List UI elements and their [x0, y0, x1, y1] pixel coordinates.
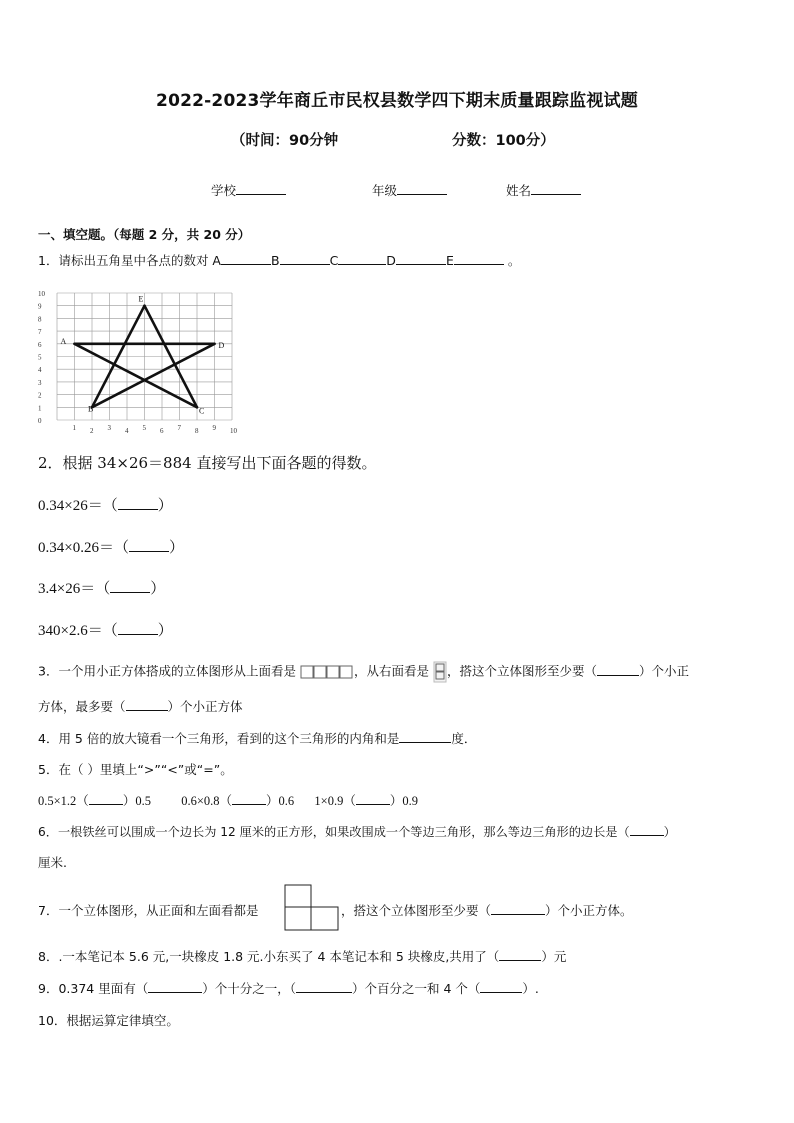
q4-end: 度． [451, 731, 477, 746]
q5-answer-1[interactable] [89, 792, 123, 805]
q3-text-b: ，从右面看是 [353, 663, 429, 679]
q8-end: ）元 [541, 949, 567, 964]
x-tick-label: 8 [195, 427, 199, 435]
school-field[interactable] [211, 181, 286, 199]
q1-label-b: B [270, 253, 280, 268]
x-tick-label: 10 [230, 427, 237, 435]
q5-item-1-right: ）0.5 [122, 794, 151, 808]
q2-item-3 [38, 577, 165, 598]
q6-end: ） [663, 825, 676, 839]
q2-item-2-text: 0.34×0.26＝（ [38, 540, 129, 556]
x-tick-label: 7 [177, 424, 181, 432]
page-title: 2022-2023学年商丘市民权县数学四下期末质量跟踪监视试题 [156, 91, 638, 111]
q9-answer-2[interactable] [296, 980, 352, 993]
question-6-line2: 厘米. [38, 855, 67, 870]
answer-blank-e[interactable] [454, 252, 504, 265]
question-7-rest [341, 901, 633, 919]
question-5: 5．在（ ）里填上“>”“<”或“=”。 [38, 762, 233, 777]
y-tick-label: 4 [38, 366, 42, 375]
star-edge [75, 344, 198, 408]
x-tick-label: 5 [142, 424, 146, 432]
answer-blank-b[interactable] [280, 252, 330, 265]
q9-answer-1[interactable] [148, 980, 202, 993]
q7-text-c: ）个小正方体。 [545, 903, 633, 918]
y-tick-label: 1 [38, 404, 42, 413]
q1-label-d: D [386, 253, 396, 268]
x-tick-label: 2 [90, 427, 94, 435]
grade-blank[interactable] [397, 182, 447, 195]
q3-text-c: ，搭这个立体图形至少要（ [446, 663, 597, 679]
answer-blank-d[interactable] [396, 252, 446, 265]
q5-items [38, 791, 418, 809]
q3-text-e: 方体，最多要（ [38, 699, 126, 714]
q5-item-2-right: ）0.6 [266, 794, 295, 808]
y-tick-label: 5 [38, 353, 42, 362]
q2-close-1: ） [157, 498, 173, 514]
y-tick-label: 7 [38, 328, 42, 337]
q2-item-4 [38, 619, 173, 640]
question-4 [38, 729, 476, 747]
question-7 [38, 901, 258, 919]
q3-answer-max[interactable] [126, 698, 168, 711]
question-9 [38, 979, 539, 997]
x-tick-label: 1 [72, 424, 76, 432]
q6-text: 6．一根铁丝可以围成一个边长为 12 厘米的正方形，如果改围成一个等边三角形，那么等边三角形的边长是（ [38, 825, 630, 839]
q7-text-b: ，搭这个立体图形至少要（ [341, 903, 492, 918]
star-point-label: C [199, 406, 205, 416]
y-tick-label: 8 [38, 315, 42, 324]
q5-item-3-left: 1×0.9（ [314, 794, 356, 808]
q9-text-b: ）个十分之一，（ [202, 981, 296, 996]
y-tick-label: 0 [38, 417, 42, 425]
q2-answer-2[interactable] [129, 539, 169, 552]
y-tick-label: 2 [38, 391, 42, 400]
star-edge [92, 344, 215, 408]
q2-answer-4[interactable] [118, 622, 158, 635]
star-point-label: D [218, 340, 225, 350]
q5-answer-3[interactable] [356, 792, 390, 805]
question-10: 10．根据运算定律填空。 [38, 1013, 179, 1028]
question-3-line2 [38, 697, 243, 715]
q4-answer[interactable] [399, 730, 451, 743]
q3-text-a: 3．一个用小正方体搭成的立体图形从上面看是 [38, 663, 296, 679]
q2-item-1 [38, 494, 173, 515]
y-tick-label: 10 [38, 290, 45, 298]
q4-text: 4．用 5 倍的放大镜看一个三角形，看到的这个三角形的内角和是 [38, 731, 400, 746]
y-tick-label: 3 [38, 378, 42, 387]
q5-item-2-left: 0.6×0.8（ [181, 794, 233, 808]
grade-field[interactable] [372, 181, 447, 199]
question-8 [38, 947, 566, 965]
x-tick-label: 4 [125, 427, 129, 435]
school-blank[interactable] [236, 182, 286, 195]
section-heading: 一、填空题。（每题 2 分，共 20 分） [38, 227, 251, 242]
q7-text-a: 7．一个立体图形，从正面和左面看都是 [38, 903, 259, 918]
question-1 [38, 251, 520, 269]
time-label: （时间：90分钟 [231, 133, 339, 149]
star-point-label: E [138, 294, 144, 304]
score-label: 分数：100分） [452, 133, 555, 149]
q9-text-a: 9．0.374 里面有（ [38, 981, 149, 996]
name-label: 姓名 [506, 183, 532, 198]
star-point-label: B [88, 404, 94, 414]
name-field[interactable] [506, 181, 581, 199]
q2-item-1-text: 0.34×26＝（ [38, 498, 118, 514]
q9-text-c: ）个百分之一和 4 个（ [351, 981, 481, 996]
x-tick-label: 3 [107, 424, 111, 432]
q1-end: 。 [507, 253, 521, 268]
grade-label: 年级 [372, 183, 398, 198]
q2-close-2: ） [168, 540, 184, 556]
question-3 [38, 661, 689, 683]
q2-item-4-text: 340×2.6＝（ [38, 623, 118, 639]
q9-answer-3[interactable] [480, 980, 522, 993]
question-2: 2．根据 34×26＝884 直接写出下面各题的得数。 [38, 454, 377, 472]
q6-answer[interactable] [630, 823, 664, 836]
q2-answer-1[interactable] [118, 497, 158, 510]
q2-close-3: ） [150, 581, 166, 597]
q2-answer-3[interactable] [110, 580, 150, 593]
q8-answer[interactable] [499, 948, 541, 961]
q5-item-1-left: 0.5×1.2（ [38, 794, 89, 808]
q9-text-d: ）. [522, 981, 539, 996]
q3-answer-min[interactable] [597, 663, 639, 676]
q3-text-d: ）个小正 [638, 663, 689, 679]
name-blank[interactable] [531, 182, 581, 195]
answer-blank-c[interactable] [338, 252, 386, 265]
q3-text-f: ）个小正方体 [167, 699, 243, 714]
q2-item-3-text: 3.4×26＝（ [38, 581, 111, 597]
answer-blank-a[interactable] [221, 252, 271, 265]
q1-text: 1．请标出五角星中各点的数对 A [38, 253, 221, 268]
y-tick-label: 9 [38, 302, 42, 311]
q5-item-3-right: ）0.9 [389, 794, 418, 808]
q7-answer[interactable] [491, 902, 545, 915]
q5-answer-2[interactable] [232, 792, 266, 805]
q1-label-c: C [329, 253, 339, 268]
star-grid-figure [30, 278, 240, 438]
y-tick-label: 6 [38, 340, 42, 349]
q2-item-2 [38, 536, 184, 557]
q1-label-e: E [445, 253, 454, 268]
x-tick-label: 9 [212, 424, 216, 432]
q2-close-4: ） [157, 623, 173, 639]
school-label: 学校 [211, 183, 237, 198]
top-view-icon [300, 665, 354, 679]
q8-text: 8．.一本笔记本 5.6 元,一块橡皮 1.8 元.小东买了 4 本笔记本和 5 块橡皮,共用了（ [38, 949, 500, 964]
question-6 [38, 823, 676, 840]
right-view-icon [433, 661, 447, 683]
x-tick-label: 6 [160, 427, 164, 435]
front-view-icon [284, 884, 340, 932]
star-point-label: A [60, 336, 67, 346]
